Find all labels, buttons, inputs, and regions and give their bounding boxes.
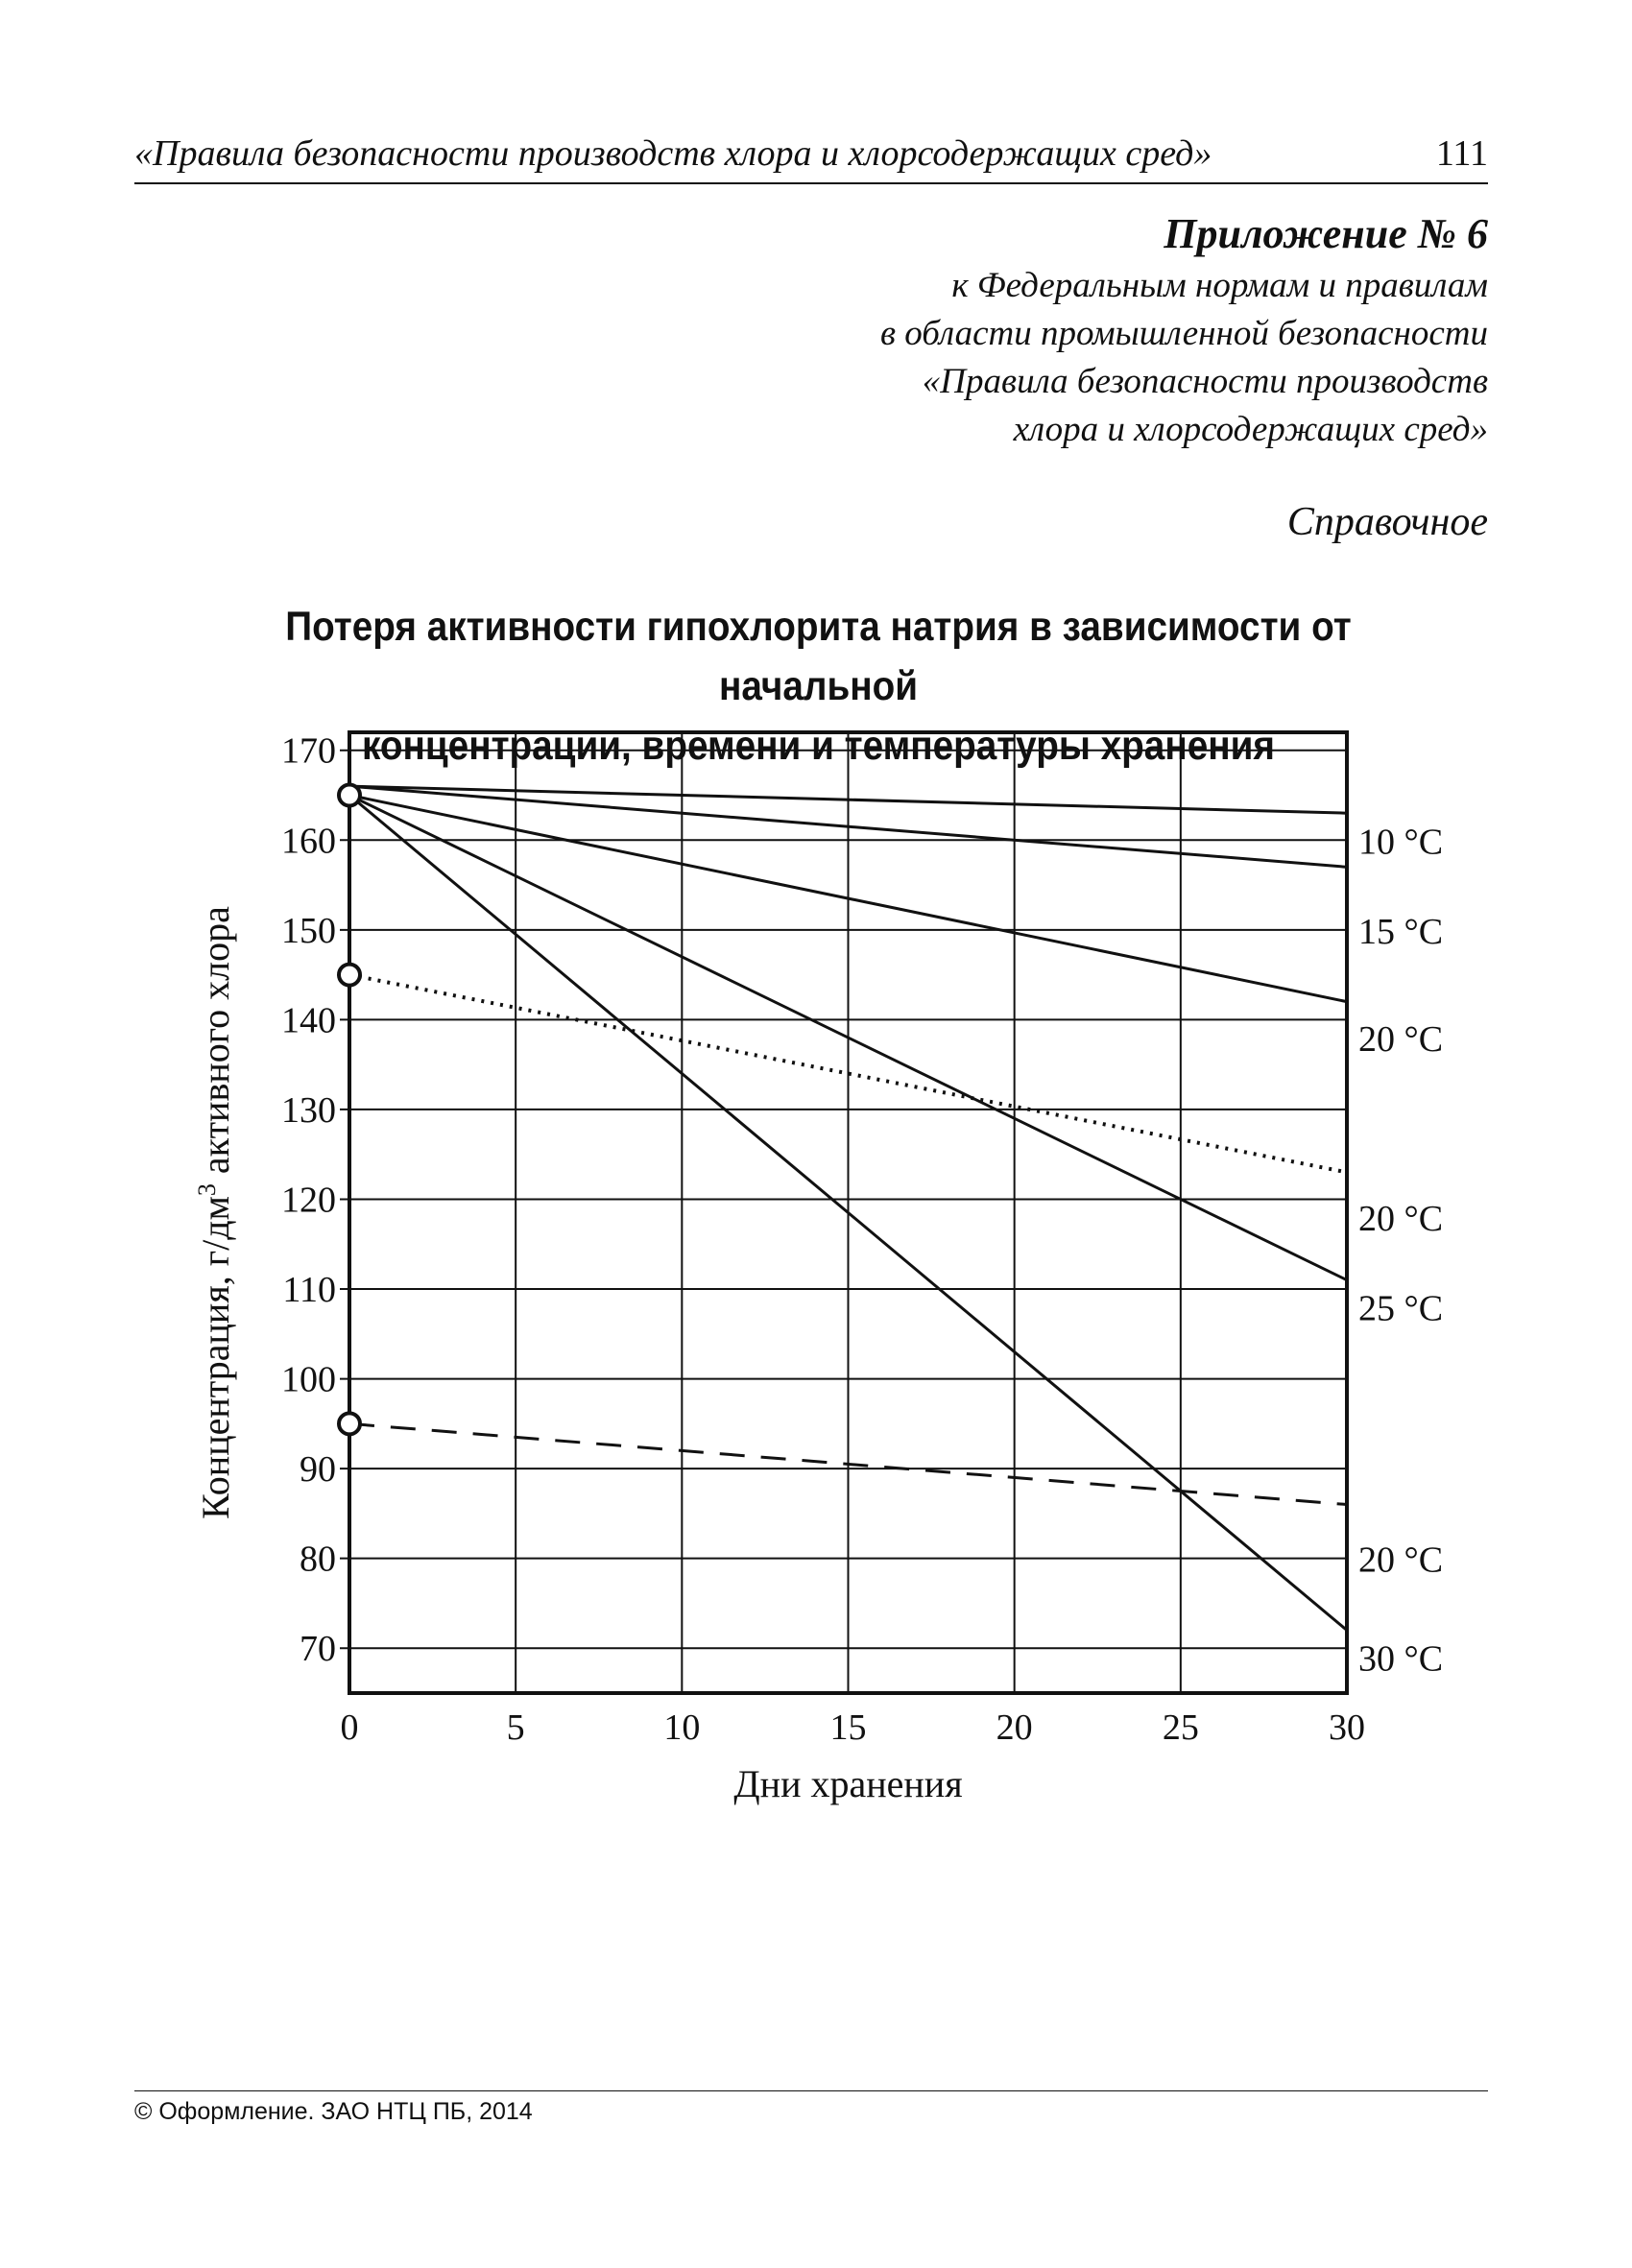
x-tick-label: 10 <box>663 1707 701 1748</box>
x-tick-label: 20 <box>996 1707 1033 1748</box>
appendix-line: хлора и хлорсодержащих сред» <box>1013 410 1488 449</box>
footer-copyright: © Оформление. ЗАО НТЦ ПБ, 2014 <box>134 2098 533 2125</box>
appendix-line: в области промышленной безопасности <box>879 314 1488 353</box>
chart-title-line: концентрации, времени и температуры хранения <box>362 723 1275 769</box>
chart-title-line: Потеря активности гипохлорита натрия в зависимости от начальной <box>285 604 1352 709</box>
y-tick-label: 170 <box>281 730 336 772</box>
y-tick-label: 140 <box>281 1000 336 1041</box>
y-axis-label-part: Концентрация, г/дм <box>194 1196 237 1519</box>
y-tick-label: 80 <box>300 1539 336 1580</box>
series-temperature-label: 15 °C <box>1358 911 1444 952</box>
reference-note: Справочное <box>1286 500 1488 544</box>
appendix-line: к Федеральным нормам и правилам <box>951 266 1488 305</box>
series-temperature-label: 30 °C <box>1358 1638 1444 1680</box>
start-marker <box>339 1413 360 1434</box>
page-number: 111 <box>1435 133 1488 174</box>
y-tick-label: 110 <box>282 1270 336 1311</box>
y-tick-label: 120 <box>281 1180 336 1221</box>
y-tick-label: 160 <box>281 821 336 862</box>
y-axis-label-superscript: 3 <box>192 1183 221 1197</box>
y-tick-label: 100 <box>281 1359 336 1400</box>
x-tick-label: 25 <box>1162 1707 1199 1748</box>
series-temperature-label: 10 °C <box>1358 822 1444 863</box>
y-tick-label: 70 <box>300 1629 336 1670</box>
y-axis-label <box>193 906 238 1519</box>
x-tick-label: 15 <box>829 1707 867 1748</box>
appendix-line: «Правила безопасности производств <box>922 362 1488 401</box>
series-temperature-label: 20 °C <box>1358 1199 1444 1240</box>
series-temperature-label: 20 °C <box>1358 1019 1444 1061</box>
footer-rule <box>134 2090 1488 2091</box>
series-temperature-label: 25 °C <box>1358 1288 1444 1329</box>
running-title: «Правила безопасности производств хлора и хлорсодержащих сред» <box>134 133 1212 174</box>
series-temperature-label: 20 °C <box>1358 1540 1444 1581</box>
y-tick-label: 90 <box>300 1449 336 1491</box>
start-marker <box>339 784 360 805</box>
x-axis-label: Дни хранения <box>733 1762 963 1805</box>
x-tick-label: 30 <box>1329 1707 1365 1748</box>
appendix-title: Приложение № 6 <box>1164 210 1488 257</box>
y-tick-label: 150 <box>281 910 336 951</box>
x-tick-label: 0 <box>340 1707 359 1748</box>
y-tick-label: 130 <box>281 1089 336 1131</box>
x-tick-label: 5 <box>506 1707 525 1748</box>
start-marker <box>339 965 360 986</box>
y-axis-label-part: активного хлора <box>194 906 237 1184</box>
